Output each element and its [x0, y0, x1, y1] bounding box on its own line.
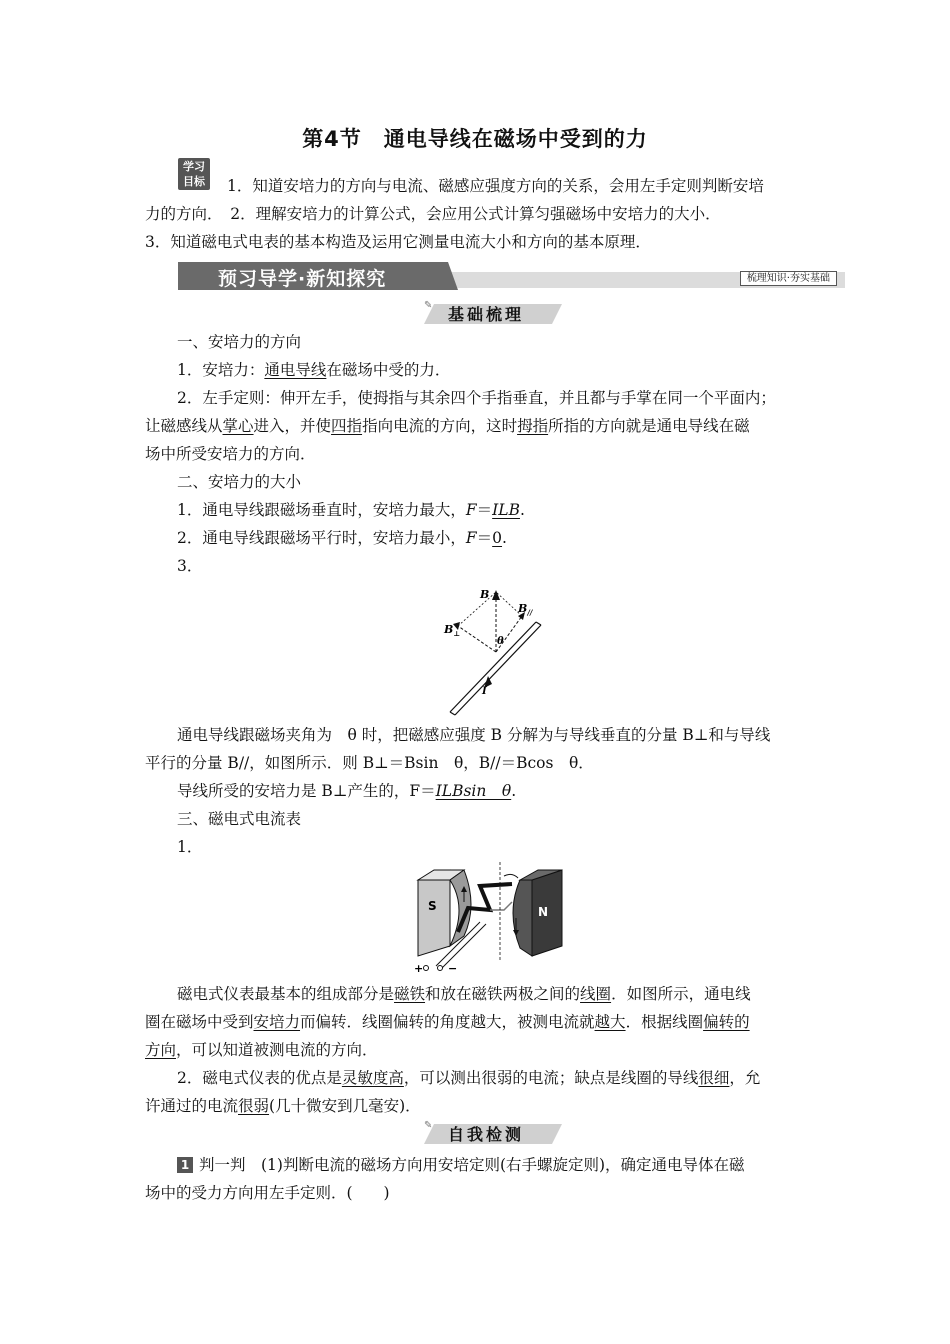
- section-basic-title: 基础梳理: [448, 305, 525, 324]
- section-check-title: 自我检测: [448, 1125, 525, 1144]
- galvanometer-figure: [412, 862, 574, 974]
- banner-tag: 梳理知识·夯实基础: [740, 271, 837, 286]
- s3-desc-line1: 磁电式仪表最基本的组成部分是磁铁和放在磁铁两极之间的线圈．如图所示，通电线: [177, 985, 751, 1003]
- s-magnet: [418, 870, 471, 956]
- label-b-parallel: $B_{//}$: [518, 602, 533, 617]
- s2-desc-line2: 平行的分量 B//，如图所示．则 B⊥＝Bsin θ，B//＝Bcos θ．: [145, 754, 594, 772]
- s1-p2-line2: 让磁感线从掌心进入，并使四指指向电流的方向，这时拇指所指的方向就是通电导线在磁: [145, 417, 750, 435]
- label-b: B: [480, 588, 490, 601]
- s2-p2: 2．通电导线跟磁场平行时，安培力最小，F＝0.: [177, 529, 507, 547]
- page-title: 第4节 通电导线在磁场中受到的力: [302, 127, 648, 151]
- label-n: N: [538, 905, 549, 919]
- s1-p1: 1．安培力：通电导线在磁场中受的力．: [177, 361, 451, 379]
- b-perp-vector: [458, 626, 496, 652]
- s3-p2-line1: 2．磁电式仪表的优点是灵敏度高，可以测出很弱的电流；缺点是线圈的导线很细，允: [177, 1069, 761, 1087]
- label-s: S: [428, 899, 437, 913]
- label-b-perp: $B_\perp$: [444, 623, 461, 638]
- s2-p1: 1．通电导线跟磁场垂直时，安培力最大，F＝ILB.: [177, 501, 525, 519]
- label-minus: −: [448, 962, 458, 974]
- check-item1-line2: 场中的受力方向用左手定则．( ): [145, 1184, 390, 1202]
- s1-p2-line3: 场中所受安培力的方向．: [145, 445, 316, 463]
- objective-line1: 1．知道安培力的方向与电流、磁感应强度方向的关系，会用左手定则判断安培: [227, 177, 764, 195]
- s3-heading: 三、磁电式电流表: [177, 810, 302, 828]
- section-banner: [178, 262, 845, 290]
- section-basic-header: [424, 300, 564, 324]
- label-plus: +: [414, 962, 424, 974]
- s3-desc-line2: 圈在磁场中受到安培力而偏转．线圈偏转的角度越大，被测电流就越大．根据线圈偏转的: [145, 1013, 750, 1031]
- badge-line1: 学习: [183, 160, 205, 173]
- s3-p2-line2: 许通过的电流很弱(几十微安到几毫安)．: [145, 1097, 421, 1115]
- s2-desc-line1: 通电导线跟磁场夹角为 θ 时，把磁感应强度 B 分解为与导线垂直的分量 B⊥和与导线: [177, 726, 771, 744]
- pen-icon: ✎: [424, 1120, 433, 1131]
- s3-p1: 1．: [177, 838, 203, 856]
- objective-line2: 力的方向． 2．理解安培力的计算公式，会应用公式计算匀强磁场中安培力的大小．: [145, 205, 721, 223]
- label-theta: θ: [497, 636, 504, 647]
- s1-p2-line1: 2．左手定则：伸开左手，使拇指与其余四个手指垂直，并且都与手掌在同一个平面内；: [177, 389, 776, 407]
- question-number-badge: 1: [177, 1157, 193, 1173]
- s2-p3: 3．: [177, 557, 203, 575]
- s2-desc-line3: 导线所受的安培力是 B⊥产生的，F＝ILBsin θ.: [177, 782, 517, 800]
- section-check-header: [424, 1120, 564, 1144]
- label-current: I: [482, 686, 487, 697]
- objective-line3: 3．知道磁电式电表的基本构造及运用它测量电流大小和方向的基本原理．: [145, 233, 651, 251]
- check-item1-line1: 1 判一判 (1)判断电流的磁场方向用安培定则(右手螺旋定则)，确定通电导体在磁: [177, 1155, 810, 1175]
- s3-desc-line3: 方向，可以知道被测电流的方向．: [145, 1041, 378, 1059]
- banner-title: 预习导学·新知探究: [218, 268, 387, 290]
- s2-heading: 二、安培力的大小: [177, 473, 302, 491]
- s1-heading: 一、安培力的方向: [177, 333, 302, 351]
- objectives-badge: [178, 158, 210, 190]
- badge-line2: 目标: [183, 175, 205, 188]
- pen-icon: ✎: [424, 300, 433, 311]
- force-decomposition-figure: [440, 582, 550, 718]
